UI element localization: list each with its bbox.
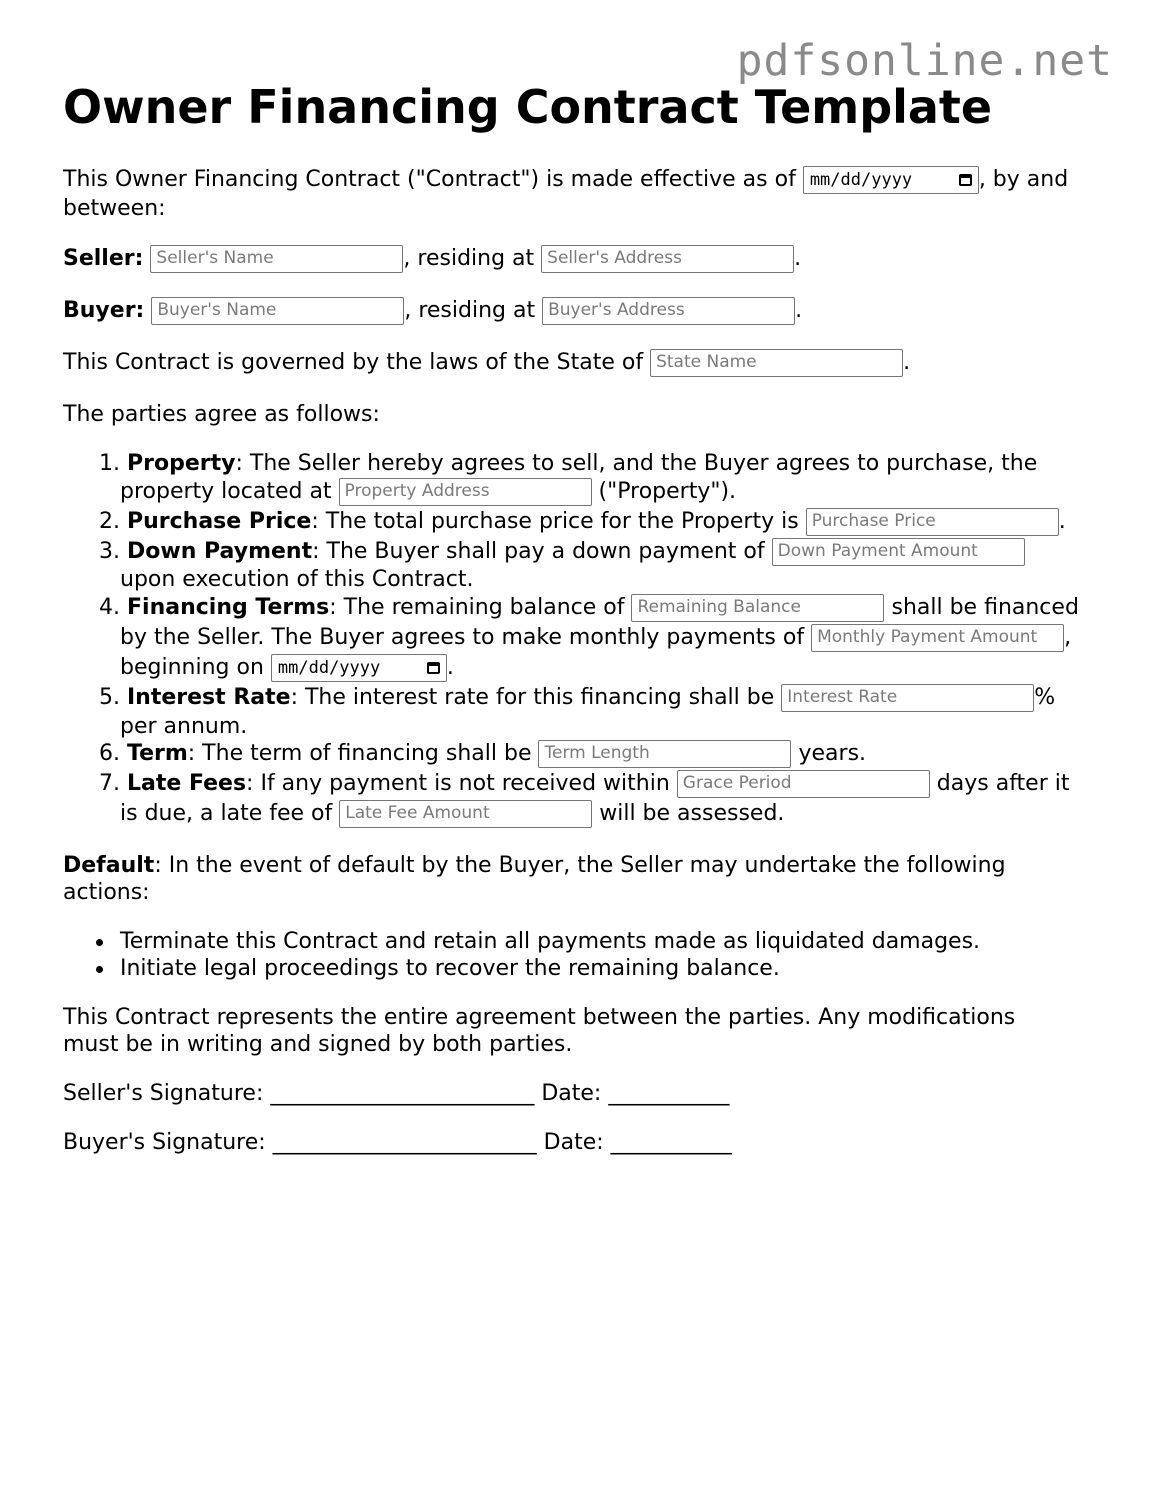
seller-residing-text: , residing at: [403, 246, 535, 271]
interest-pct: %: [1034, 685, 1056, 710]
property-address-input[interactable]: Property Address: [339, 478, 592, 506]
list-item-interest-cont: [63, 713, 247, 741]
default-line-2: [63, 879, 150, 907]
intro-text: This Owner Financing Contract ("Contract") is made effective as of: [63, 167, 796, 192]
effective-date-placeholder: mm/dd/yyyy: [809, 170, 913, 190]
entire-line-1: [63, 1004, 1015, 1032]
start-date-placeholder: mm/dd/yyyy: [277, 658, 381, 678]
late-label: Late Fees: [127, 771, 247, 796]
financing-text-5: beginning on: [120, 655, 264, 680]
list-number: 5.: [99, 685, 120, 710]
term-text: : The term of financing shall be: [187, 741, 532, 766]
buyer-label: Buyer:: [63, 298, 145, 323]
price-text: : The total purchase price for the Property is: [311, 509, 799, 534]
intro-text-after: , by and: [978, 167, 1069, 192]
default-bullet-2: Initiate legal proceedings to recover the remaining balance.: [120, 956, 780, 981]
seller-label: Seller:: [63, 246, 144, 271]
financing-text-2: shall be financed: [891, 595, 1079, 620]
default-text-2: actions:: [63, 880, 150, 905]
interest-text: : The interest rate for this financing shall be: [290, 685, 775, 710]
term-label: Term: [127, 741, 188, 766]
term-text-2: years.: [798, 741, 867, 766]
property-text: : The Seller hereby agrees to sell, and the Buyer agrees to purchase, the: [235, 451, 1038, 476]
down-payment-input[interactable]: Down Payment Amount: [772, 538, 1025, 566]
buyer-signature-line: [63, 1129, 732, 1157]
buyer-address-input[interactable]: Buyer's Address: [542, 297, 795, 325]
interest-text-2: per annum.: [120, 714, 248, 739]
seller-name-input[interactable]: Seller's Name: [150, 245, 403, 273]
property-label: Property: [127, 451, 236, 476]
agree-line: [63, 401, 380, 429]
list-item: [63, 955, 780, 983]
late-text-4: will be assessed.: [599, 801, 785, 826]
list-number: 6.: [99, 741, 120, 766]
list-item-down-cont: [63, 566, 473, 594]
late-text-2: days after it: [936, 771, 1070, 796]
remaining-balance-input[interactable]: Remaining Balance: [631, 594, 884, 622]
buyer-signature-text: Buyer's Signature: ________________________ Date: ___________: [63, 1130, 732, 1155]
list-number: 1.: [99, 451, 120, 476]
list-item-down: [63, 538, 1025, 566]
monthly-payment-input[interactable]: Monthly Payment Amount: [811, 624, 1064, 652]
financing-end: .: [446, 655, 454, 680]
list-item-interest: [63, 684, 1055, 712]
late-fee-input[interactable]: Late Fee Amount: [339, 800, 592, 828]
default-line: [63, 852, 1006, 880]
list-item-financing-cont-2: [63, 654, 454, 682]
down-text: : The Buyer shall pay a down payment of: [312, 539, 765, 564]
default-bullet-1: Terminate this Contract and retain all payments made as liquidated damages.: [120, 929, 981, 954]
late-text: : If any payment is not received within: [246, 771, 670, 796]
price-end: .: [1058, 509, 1066, 534]
interest-label: Interest Rate: [127, 685, 291, 710]
effective-date-input[interactable]: [803, 166, 979, 194]
governing-text: This Contract is governed by the laws of the State of: [63, 350, 644, 375]
list-item-term: [63, 740, 866, 768]
list-number: 2.: [99, 509, 120, 534]
intro-line-2: [63, 195, 166, 223]
calendar-icon[interactable]: [427, 662, 440, 674]
down-label: Down Payment: [127, 539, 313, 564]
list-item-financing: [63, 594, 1079, 622]
seller-end: .: [794, 246, 802, 271]
list-item-property: [63, 450, 1037, 478]
buyer-end: .: [795, 298, 803, 323]
bullet-icon: [63, 955, 120, 983]
governing-line: [63, 349, 910, 377]
agree-text: The parties agree as follows:: [63, 402, 380, 427]
term-length-input[interactable]: Term Length: [538, 740, 791, 768]
watermark: pdfsonline.net: [736, 36, 1113, 86]
down-text-2: upon execution of this Contract.: [120, 567, 474, 592]
default-label: Default: [63, 853, 155, 878]
entire-text-2: must be in writing and signed by both parties.: [63, 1032, 573, 1057]
financing-text-4: ,: [1064, 625, 1072, 650]
entire-text-1: This Contract represents the entire agreement between the parties. Any modifications: [63, 1005, 1016, 1030]
grace-period-input[interactable]: Grace Period: [677, 770, 930, 798]
seller-address-input[interactable]: Seller's Address: [541, 245, 794, 273]
list-item-price: [63, 508, 1066, 536]
list-item-late-cont: [63, 800, 784, 828]
buyer-name-input[interactable]: Buyer's Name: [151, 297, 404, 325]
seller-line: [63, 245, 801, 273]
buyer-residing-text: , residing at: [404, 298, 536, 323]
default-text: : In the event of default by the Buyer, the Seller may undertake the following: [154, 853, 1006, 878]
list-number: 4.: [99, 595, 120, 620]
state-name-input[interactable]: State Name: [650, 349, 903, 377]
list-item-late: [63, 770, 1070, 798]
list-item-financing-cont: [63, 624, 1071, 652]
list-item-property-cont: [63, 478, 736, 506]
property-text-2: property located at: [120, 479, 332, 504]
buyer-line: [63, 297, 802, 325]
page-title: Owner Financing Contract Template: [63, 80, 993, 134]
late-text-3: is due, a late fee of: [120, 801, 333, 826]
start-date-input[interactable]: [271, 654, 447, 682]
financing-label: Financing Terms: [127, 595, 330, 620]
property-text-3: ("Property").: [598, 479, 737, 504]
list-number: 3.: [99, 539, 120, 564]
intro-line: [63, 166, 1068, 194]
entire-line-2: [63, 1031, 572, 1059]
interest-rate-input[interactable]: Interest Rate: [781, 684, 1034, 712]
seller-signature-line: [63, 1080, 729, 1108]
governing-end: .: [903, 350, 911, 375]
calendar-icon[interactable]: [959, 174, 972, 186]
price-label: Purchase Price: [127, 509, 312, 534]
list-item: [63, 928, 980, 956]
financing-text-3: by the Seller. The Buyer agrees to make monthly payments of: [120, 625, 805, 650]
seller-signature-text: Seller's Signature: ________________________ Date: ___________: [63, 1081, 730, 1106]
bullet-icon: [63, 928, 120, 956]
financing-text: : The remaining balance of: [329, 595, 625, 620]
purchase-price-input[interactable]: Purchase Price: [806, 508, 1059, 536]
list-number: 7.: [99, 771, 120, 796]
intro-text-line2: between:: [63, 196, 166, 221]
